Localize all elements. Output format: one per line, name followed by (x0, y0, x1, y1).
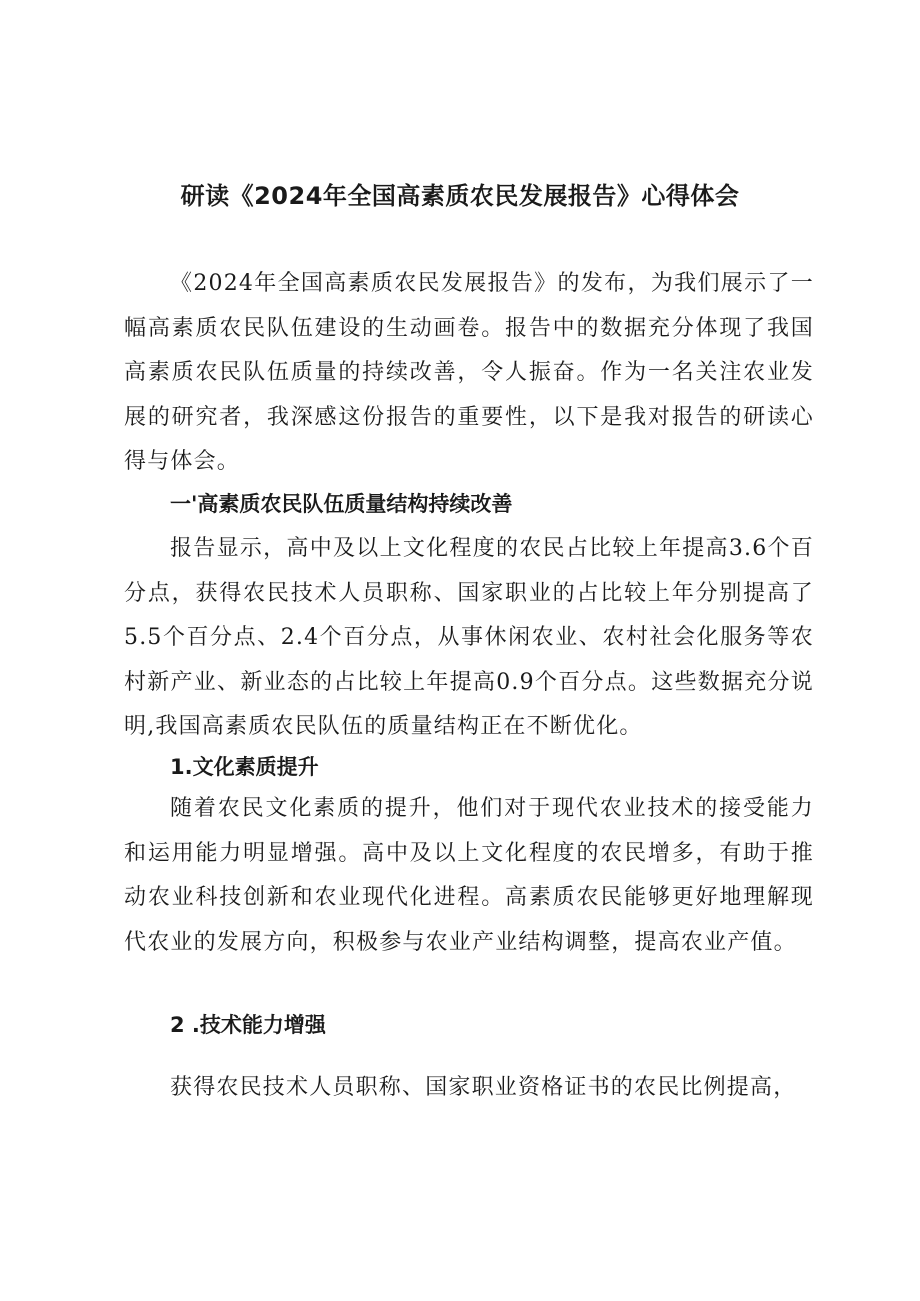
paragraph-intro: 《2024年全国高素质农民发展报告》的发布，为我们展示了一幅高素质农民队伍建设的生动画卷。报告中的数据充分体现了我国高素质农民队伍质量的持续改善，令人振奋。作为一名关注农业发展的研究者，我深感这份报告的重要性，以下是我对报告的研读心得与体会。 (124, 271, 814, 474)
document-title: 研读《2024年全国高素质农民发展报告》心得体会 (180, 182, 740, 210)
subheading-cultural-quality: 1.文化素质提升 (170, 755, 319, 779)
section-heading-quality-structure: 一'高素质农民队伍质量结构持续改善 (170, 492, 513, 516)
paragraph-cultural-quality: 随着农民文化素质的提升，他们对于现代农业技术的接受能力和运用能力明显增强。高中及以上文化程度的农民增多，有助于推动农业科技创新和农业现代化进程。高素质农民能够更好地理解现代农业的发展方向，积极参与农业产业结构调整，提高农业产值。 (124, 796, 814, 955)
paragraph-report-data: 报告显示，高中及以上文化程度的农民占比较上年提高3.6个百分点，获得农民技术人员职称、国家职业的占比较上年分别提高了5.5个百分点、2.4个百分点，从事休闲农业、农村社会化服务等农村新产业、新业态的占比较上年提高0.9个百分点。这些数据充分说明,我国高素质农民队伍的质量结构正在不断优化。 (124, 536, 814, 739)
paragraph-technical-ability: 获得农民技术人员职称、国家职业资格证书的农民比例提高， (170, 1075, 797, 1100)
subheading-technical-ability: 2 .技术能力增强 (170, 1013, 326, 1037)
